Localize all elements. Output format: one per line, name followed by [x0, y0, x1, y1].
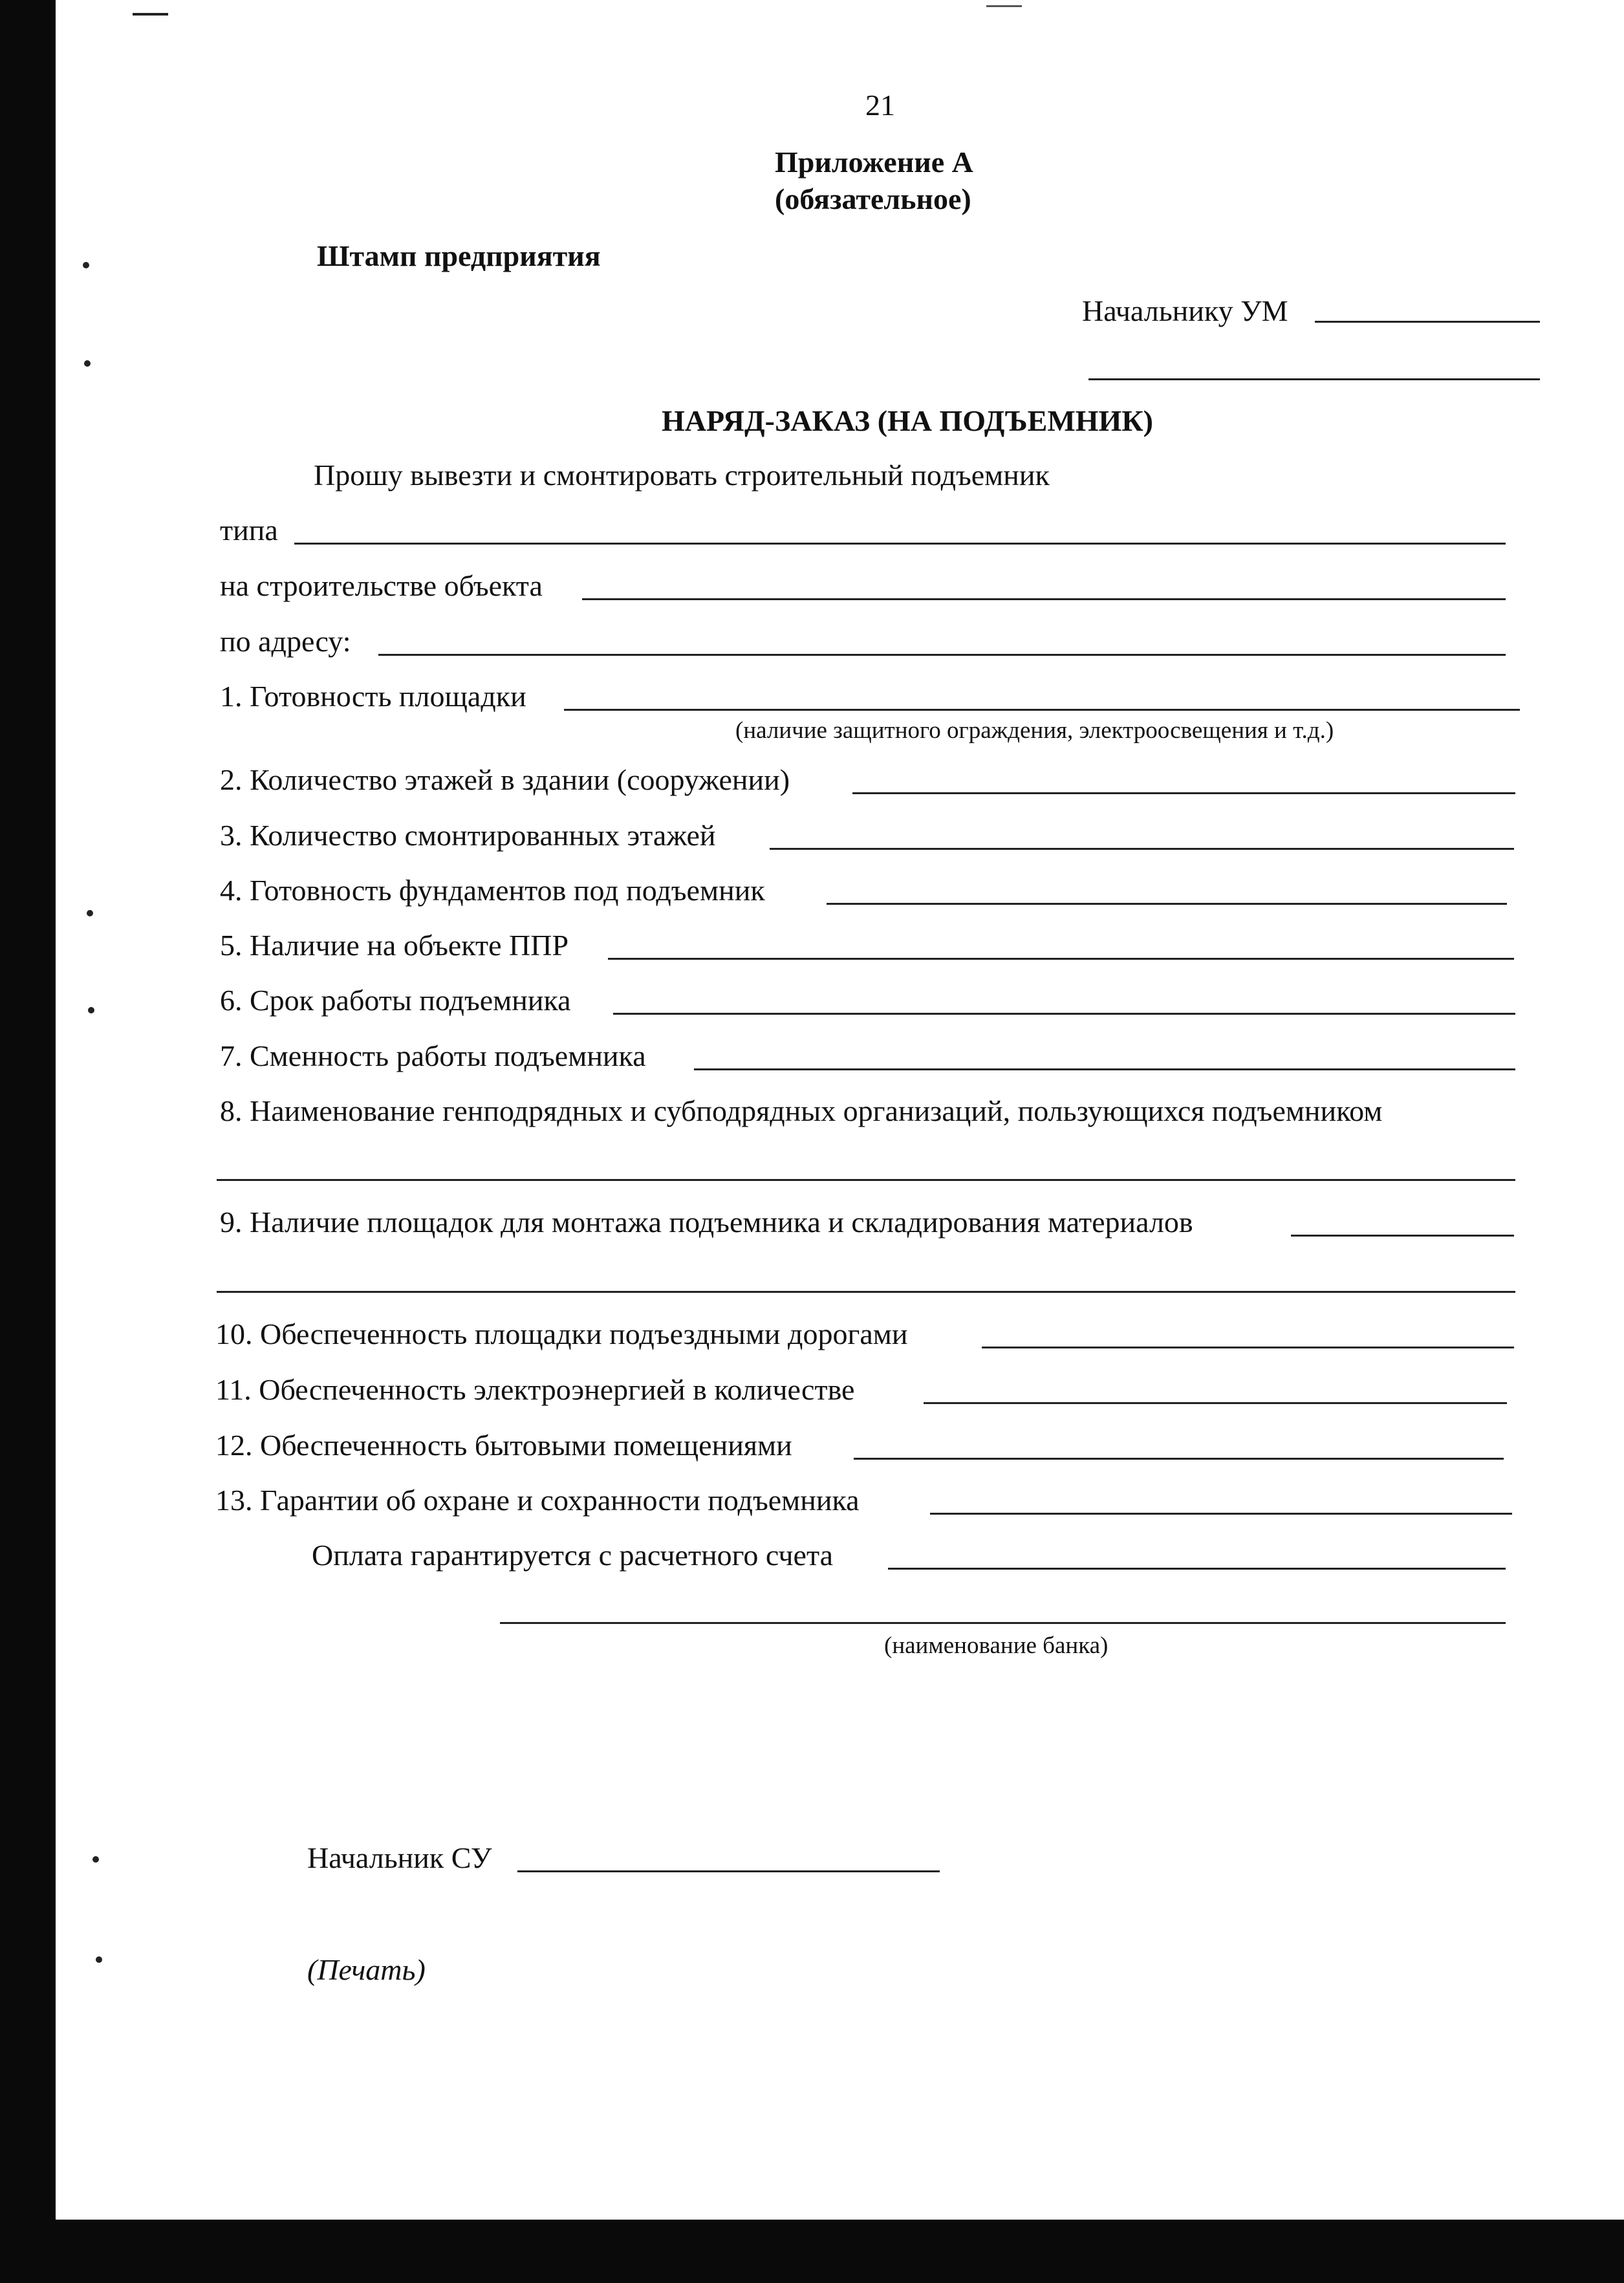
item-9-line-2[interactable]: [217, 1291, 1515, 1293]
bank-name-hint: (наименование банка): [884, 1632, 1109, 1659]
field-type-line[interactable]: [294, 543, 1506, 545]
item-13-line[interactable]: [930, 1513, 1512, 1515]
field-address-line[interactable]: [378, 654, 1506, 656]
addressee-label: Начальнику УМ: [1082, 294, 1288, 327]
item-3-label: 3. Количество смонтированных этажей: [220, 819, 716, 852]
seal-label: (Печать): [307, 1953, 426, 1986]
addressee-line[interactable]: [1315, 321, 1540, 323]
item-9-line[interactable]: [1291, 1235, 1514, 1237]
item-10-line[interactable]: [982, 1347, 1514, 1348]
payment-label: Оплата гарантируется с расчетного счета: [312, 1539, 834, 1572]
item-7-line[interactable]: [694, 1068, 1515, 1070]
item-10-label: 10. Обеспеченность площадки подъездными дорогами: [215, 1317, 908, 1350]
item-4-label: 4. Готовность фундаментов под подъемник: [220, 874, 765, 907]
item-3-line[interactable]: [770, 848, 1514, 850]
field-address-label: по адресу:: [220, 625, 351, 658]
scan-bottom-edge: [56, 2220, 1624, 2283]
bank-name-line[interactable]: [500, 1622, 1506, 1624]
scan-speck: [92, 1856, 99, 1863]
item-5-line[interactable]: [608, 958, 1514, 960]
scan-speck: [96, 1956, 102, 1963]
item-11-line[interactable]: [924, 1402, 1507, 1404]
item-12-line[interactable]: [854, 1458, 1504, 1460]
item-1-hint: (наличие защитного ограждения, электроосвещения и т.д.): [735, 717, 1334, 744]
item-6-label: 6. Срок работы подъемника: [220, 984, 571, 1017]
intro-text: Прошу вывезти и смонтировать строительный подъемник: [314, 459, 1050, 492]
form-title: НАРЯД-ЗАКАЗ (НА ПОДЪЕМНИК): [662, 404, 1153, 437]
field-type-label: типа: [220, 514, 278, 546]
addressee-line-2[interactable]: [1088, 378, 1540, 380]
item-11-label: 11. Обеспеченность электроэнергией в количестве: [215, 1373, 855, 1406]
item-6-line[interactable]: [613, 1013, 1515, 1015]
item-2-line[interactable]: [852, 792, 1515, 794]
scan-speck: [83, 262, 89, 268]
signature-label: Начальник СУ: [307, 1841, 492, 1874]
scan-mark-top-left: [133, 13, 168, 16]
appendix-subtitle: (обязательное): [775, 182, 971, 215]
payment-account-line[interactable]: [888, 1568, 1506, 1570]
item-1-line[interactable]: [564, 709, 1520, 711]
page-number: 21: [865, 89, 895, 122]
scan-left-edge: [0, 0, 56, 2283]
scan-speck: [84, 360, 91, 367]
item-4-line[interactable]: [827, 903, 1507, 905]
field-object-label: на строительстве объекта: [220, 569, 543, 602]
item-1-label: 1. Готовность площадки: [220, 680, 526, 713]
scan-mark-top-center: [986, 5, 1022, 7]
stamp-label: Штамп предприятия: [317, 239, 601, 272]
appendix-title: Приложение А: [775, 146, 973, 179]
scan-speck: [87, 910, 93, 916]
item-5-label: 5. Наличие на объекте ППР: [220, 929, 569, 962]
item-13-label: 13. Гарантии об охране и сохранности подъемника: [215, 1484, 860, 1517]
scan-speck: [88, 1007, 94, 1013]
item-2-label: 2. Количество этажей в здании (сооружении): [220, 763, 790, 796]
item-8-line[interactable]: [217, 1179, 1515, 1181]
item-8-label: 8. Наименование генподрядных и субподрядных организаций, пользующихся подъемником: [220, 1094, 1383, 1127]
item-12-label: 12. Обеспеченность бытовыми помещениями: [215, 1429, 792, 1462]
item-9-label: 9. Наличие площадок для монтажа подъемника и складирования материалов: [220, 1206, 1193, 1239]
signature-line[interactable]: [517, 1870, 940, 1872]
field-object-line[interactable]: [582, 598, 1506, 600]
item-7-label: 7. Сменность работы подъемника: [220, 1039, 646, 1072]
